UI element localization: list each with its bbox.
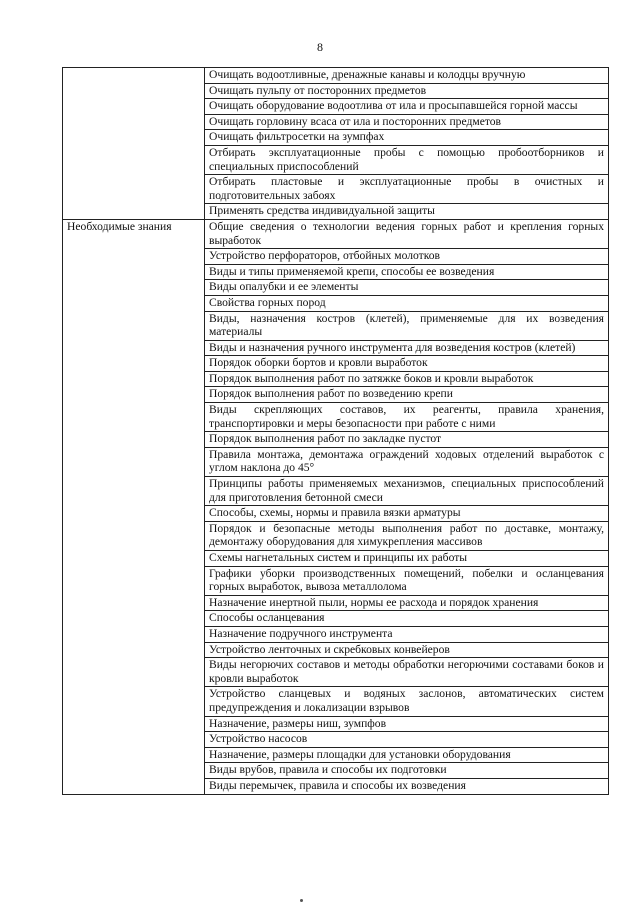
- table-cell-item: Назначение инертной пыли, нормы ее расхода и порядок хранения: [205, 595, 609, 611]
- table-row: [63, 68, 609, 84]
- competency-table: [62, 67, 609, 795]
- scan-dot: [300, 899, 303, 902]
- table-cell-item: Правила монтажа, демонтажа ограждений ходовых отделений выработок с углом наклона до 45°: [205, 447, 609, 476]
- table-cell-item: Порядок оборки бортов и кровли выработок: [205, 356, 609, 372]
- table-cell-item: Очищать водоотливные, дренажные канавы и колодцы вручную: [205, 68, 609, 84]
- table-cell-item: Схемы нагнетальных систем и принципы их работы: [205, 551, 609, 567]
- table-cell-item: Назначение, размеры ниш, зумпфов: [205, 716, 609, 732]
- table-cell-item: Порядок и безопасные методы выполнения работ по доставке, монтажу, демонтажу оборудования для химукрепления массивов: [205, 521, 609, 550]
- table-cell-item: Графики уборки производственных помещений, побелки и осланцевания горных выработок, вывоза металлолома: [205, 566, 609, 595]
- table-cell-item: Устройство насосов: [205, 732, 609, 748]
- table-cell-item: Свойства горных пород: [205, 295, 609, 311]
- table-cell-item: Виды перемычек, правила и способы их возведения: [205, 778, 609, 794]
- table-cell-item: Отбирать пластовые и эксплуатационные пробы в очистных и подготовительных забоях: [205, 175, 609, 204]
- table-cell-item: Порядок выполнения работ по закладке пустот: [205, 432, 609, 448]
- table-cell-item: Устройство сланцевых и водяных заслонов, автоматических систем предупреждения и локализации взрывов: [205, 687, 609, 716]
- table-cell-item: Принципы работы применяемых механизмов, специальных приспособлений для приготовления бетонной смеси: [205, 477, 609, 506]
- table-cell-item: Порядок выполнения работ по возведению крепи: [205, 387, 609, 403]
- table-cell-item: Виды и типы применяемой крепи, способы ее возведения: [205, 264, 609, 280]
- table-cell-item: Виды негорючих составов и методы обработки негорючими составами боков и кровли выработок: [205, 658, 609, 687]
- table-cell-item: Применять средства индивидуальной защиты: [205, 204, 609, 220]
- table-cell-item: Устройство ленточных и скребковых конвейеров: [205, 642, 609, 658]
- table-cell-item: Виды скрепляющих составов, их реагенты, правила хранения, транспортировки и меры безопасности при работе с ними: [205, 403, 609, 432]
- table-cell-item: Очищать фильтросетки на зумпфах: [205, 130, 609, 146]
- table-cell-item: Способы осланцевания: [205, 611, 609, 627]
- table-cell-item: Назначение, размеры площадки для установки оборудования: [205, 747, 609, 763]
- table-cell-item: Способы, схемы, нормы и правила вязки арматуры: [205, 506, 609, 522]
- table-cell-item: Отбирать эксплуатационные пробы с помощью пробоотборников и специальных приспособлений: [205, 145, 609, 174]
- table-cell-item: Очищать горловину всаса от ила и посторонних предметов: [205, 114, 609, 130]
- section-continued-label: [63, 68, 205, 220]
- table-cell-item: Общие сведения о технологии ведения горных работ и крепления горных выработок: [205, 219, 609, 248]
- section-required-knowledge-label: Необходимые знания: [63, 219, 205, 794]
- table-row: [63, 219, 609, 248]
- table-cell-item: Очищать пульпу от посторонних предметов: [205, 83, 609, 99]
- table-cell-item: Виды и назначения ручного инструмента для возведения костров (клетей): [205, 340, 609, 356]
- table-cell-item: Виды опалубки и ее элементы: [205, 280, 609, 296]
- table-cell-item: Порядок выполнения работ по затяжке боков и кровли выработок: [205, 371, 609, 387]
- table-cell-item: Устройство перфораторов, отбойных молотков: [205, 249, 609, 265]
- table-cell-item: Назначение подручного инструмента: [205, 626, 609, 642]
- page-number: 8: [317, 40, 323, 54]
- table-cell-item: Виды врубов, правила и способы их подготовки: [205, 763, 609, 779]
- table-cell-item: Виды, назначения костров (клетей), применяемые для их возведения материалы: [205, 311, 609, 340]
- table-cell-item: Очищать оборудование водоотлива от ила и просыпавшейся горной массы: [205, 99, 609, 115]
